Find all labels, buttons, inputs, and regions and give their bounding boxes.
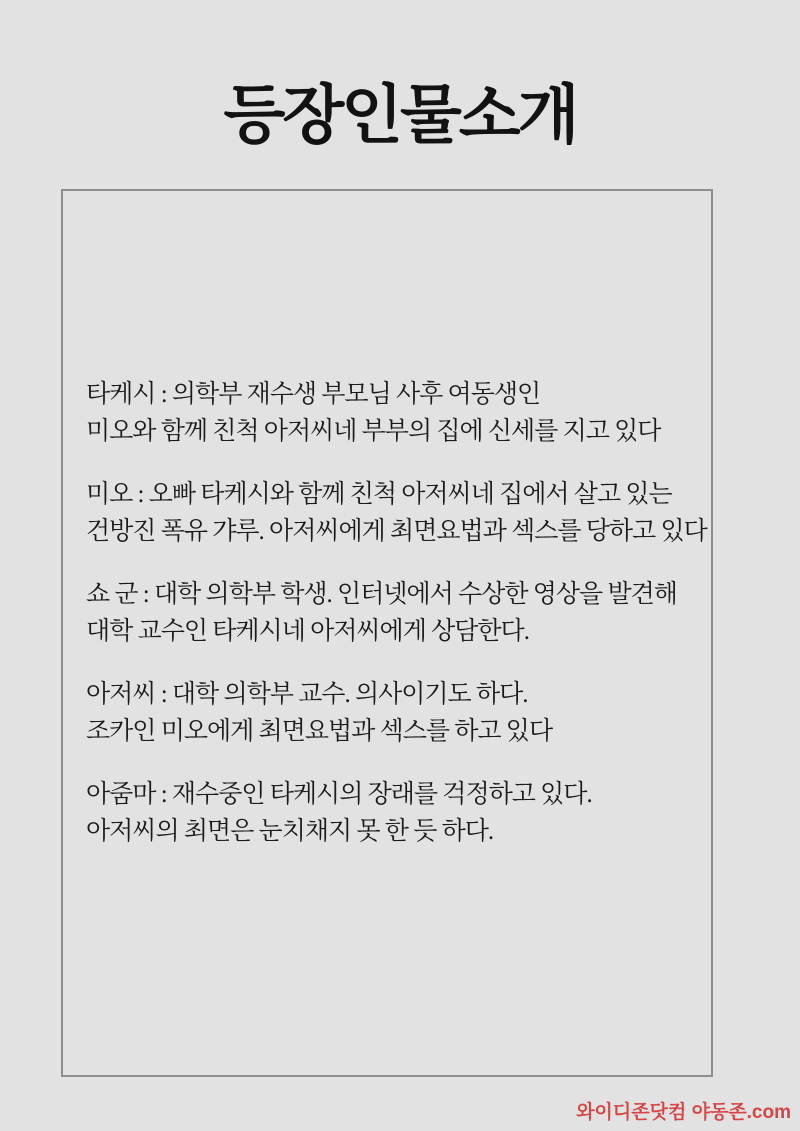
- character-entry-uncle: [86, 676, 701, 750]
- character-line: 조카인 미오에게 최면요법과 섹스를 하고 있다: [86, 718, 553, 745]
- page-title: 등장인물소개: [223, 80, 577, 151]
- character-entry-aunt: [86, 776, 701, 850]
- character-entry-mio: [86, 476, 707, 550]
- character-list: [86, 376, 707, 876]
- character-line: 대학 교수인 타케시네 아저씨에게 상담한다.: [86, 618, 529, 645]
- character-line: 아저씨의 최면은 눈치채지 못 한 듯 하다.: [86, 818, 494, 845]
- character-line: 미오 : 오빠 타케시와 함께 친척 아저씨네 집에서 살고 있는: [86, 481, 672, 508]
- character-entry-takeshi: [86, 376, 701, 450]
- character-line: 쇼 군 : 대학 의학부 학생. 인터넷에서 수상한 영상을 발견해: [86, 581, 677, 608]
- watermark: 와이디존닷컴 야동존.com: [576, 1102, 791, 1123]
- character-line: 아저씨 : 대학 의학부 교수. 의사이기도 하다.: [86, 681, 528, 708]
- character-intro-box: [61, 189, 713, 1077]
- character-line: 건방진 폭유 갸루. 아저씨에게 최면요법과 섹스를 당하고 있다: [86, 518, 707, 545]
- character-line: 미오와 함께 친척 아저씨네 부부의 집에 신세를 지고 있다: [86, 418, 661, 445]
- character-line: 아줌마 : 재수중인 타케시의 장래를 걱정하고 있다.: [86, 781, 592, 808]
- character-entry-sho: [86, 576, 701, 650]
- character-line: 타케시 : 의학부 재수생 부모님 사후 여동생인: [86, 381, 541, 408]
